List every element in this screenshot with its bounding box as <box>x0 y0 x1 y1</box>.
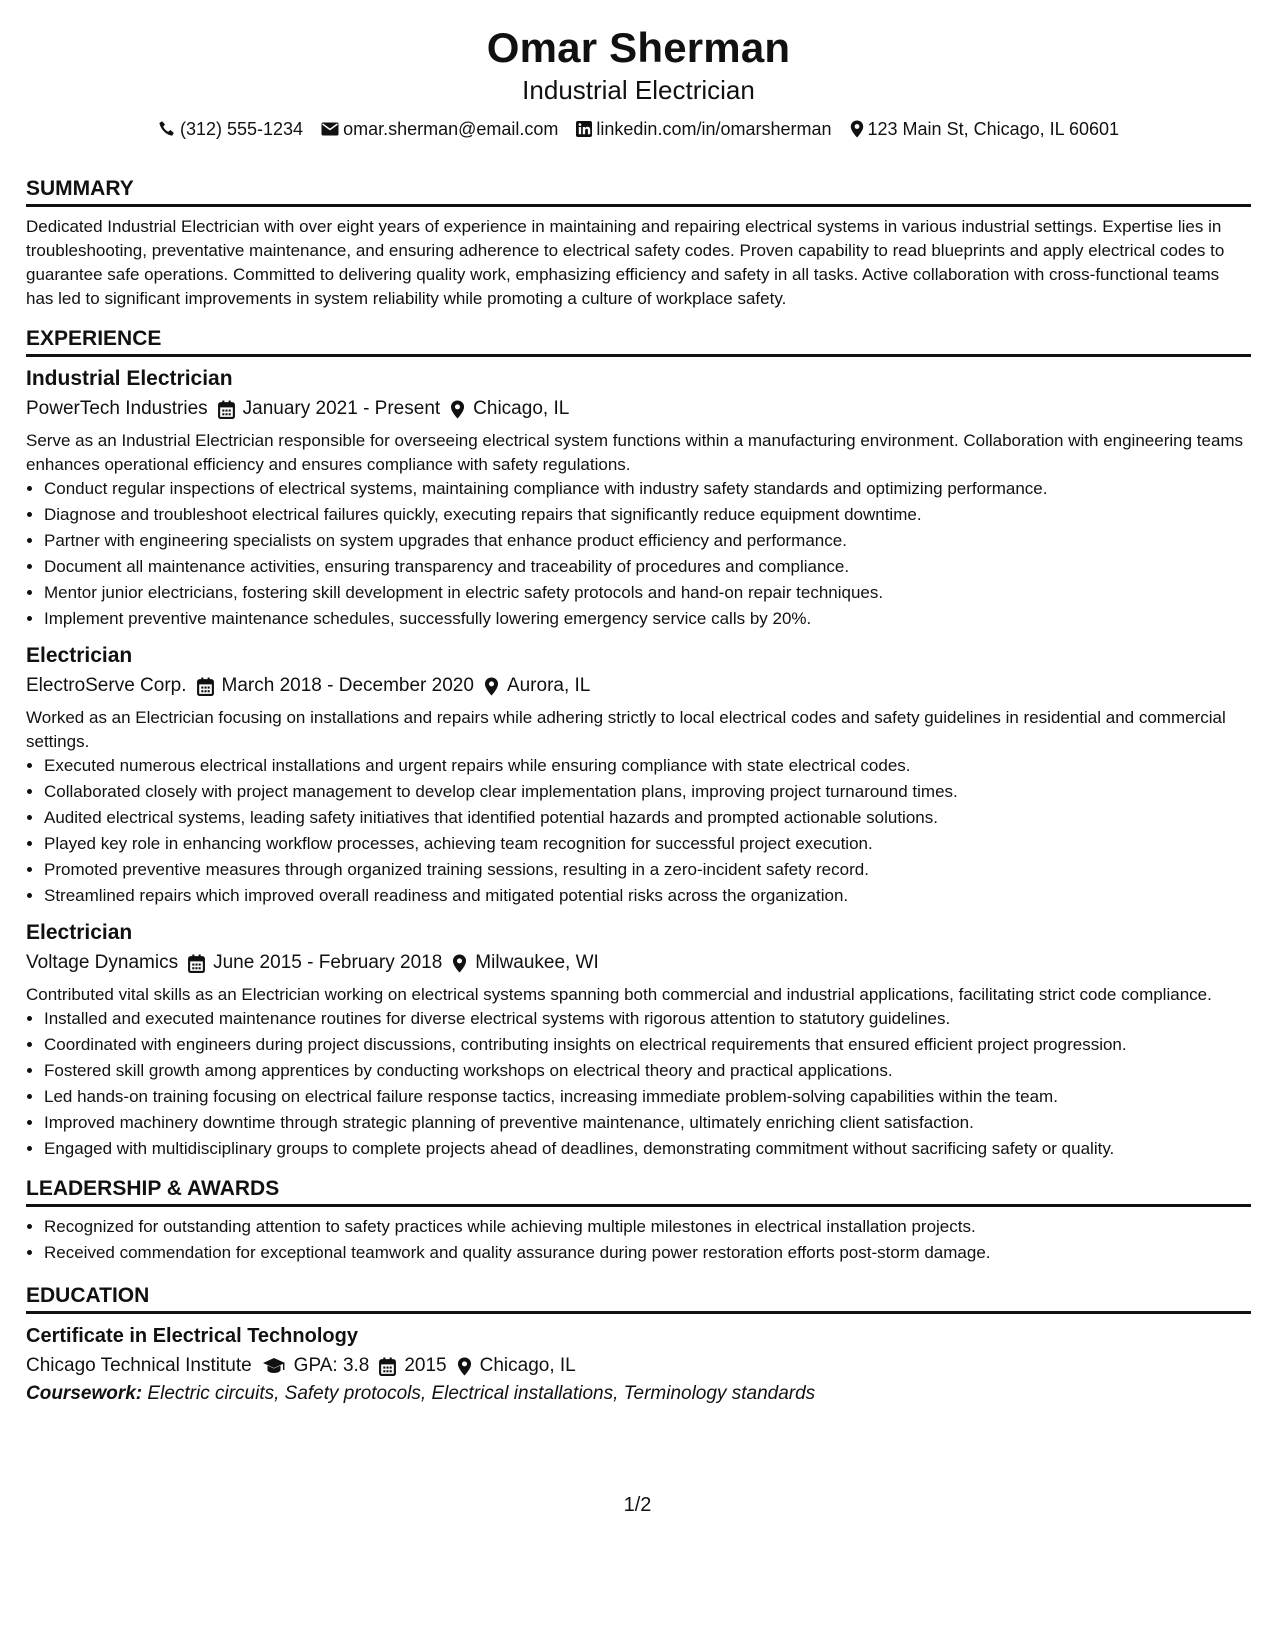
linkedin-link[interactable]: linkedin.com/in/omarsherman <box>596 119 832 139</box>
job-meta <box>26 949 1251 977</box>
education-meta <box>26 1352 1251 1380</box>
list-item: • Collaborated closely with project management to develop clear implementation plans, improving project turnaround times. <box>44 780 1251 804</box>
map-pin-icon <box>484 677 499 696</box>
education-year-text: 2015 <box>404 1355 447 1376</box>
resume-page <box>26 22 1251 1408</box>
contact-bar <box>26 117 1251 141</box>
calendar-icon <box>379 1357 396 1376</box>
job-location <box>450 395 569 423</box>
map-pin-icon <box>450 400 465 419</box>
list-item: • Played key role in enhancing workflow processes, achieving team recognition for successful project execution. <box>44 832 1251 856</box>
education-section <box>26 1281 1251 1408</box>
job-location <box>484 672 590 700</box>
job-description: Worked as an Electrician focusing on installations and repairs while adhering strictly to local electrical codes and safety guidelines in residential and commercial settings. <box>26 708 1226 751</box>
job-dates-text: January 2021 - Present <box>242 398 441 419</box>
list-item: • Fostered skill growth among apprentices by conducting workshops on electrical theory and practical applications. <box>44 1059 1251 1083</box>
list-item: • Received commendation for exceptional teamwork and quality assurance during power restoration efforts post-storm damage. <box>44 1241 1251 1265</box>
list-item: • Document all maintenance activities, ensuring transparency and traceability of procedures and compliance. <box>44 555 1251 579</box>
email-link[interactable]: omar.sherman@email.com <box>343 119 559 139</box>
job-title: Electrician <box>26 644 133 667</box>
job-company: ElectroServe Corp. <box>26 675 187 696</box>
coursework-text: Electric circuits, Safety protocols, Electrical installations, Terminology standards <box>147 1383 816 1404</box>
leadership-section <box>26 1174 1251 1265</box>
job-description: Contributed vital skills as an Electrician working on electrical systems spanning both commercial and industrial applications, facilitating strict code compliance. <box>26 985 1212 1004</box>
job-location-text: Milwaukee, WI <box>475 952 599 973</box>
list-item: • Coordinated with engineers during project discussions, contributing insights on electrical requirements that ensured efficient project progression. <box>44 1033 1251 1057</box>
education-location-text: Chicago, IL <box>479 1355 576 1376</box>
contact-phone <box>158 117 303 141</box>
section-title-experience: EXPERIENCE <box>26 324 1251 357</box>
list-item: • Recognized for outstanding attention to safety practices while achieving multiple milestones in electrical installation projects. <box>44 1215 1251 1239</box>
contact-email[interactable] <box>321 117 558 141</box>
education-year <box>379 1352 446 1380</box>
job-description: Serve as an Industrial Electrician responsible for overseeing electrical system functions within a manufacturing environment. Collaboration with engineering teams enhances operational efficiency and ensures compliance with safety regulations. <box>26 431 1244 474</box>
experience-section <box>26 324 1251 1161</box>
job-entry <box>26 640 1251 908</box>
address-text: 123 Main St, Chicago, IL 60601 <box>867 119 1120 139</box>
job-dates <box>197 672 474 700</box>
job-entry <box>26 917 1251 1161</box>
job-company: Voltage Dynamics <box>26 952 179 973</box>
gpa-text: GPA: 3.8 <box>293 1355 370 1376</box>
list-item: • Audited electrical systems, leading safety initiatives that identified potential hazards and prompted actionable solutions. <box>44 806 1251 830</box>
list-item: • Conduct regular inspections of electrical systems, maintaining compliance with industry safety standards and optimizing performance. <box>44 477 1251 501</box>
page-number: 1/2 <box>623 1494 652 1516</box>
list-item: • Diagnose and troubleshoot electrical failures quickly, executing repairs that significantly reduce equipment downtime. <box>44 503 1251 527</box>
job-bullets <box>26 754 1251 908</box>
job-location-text: Aurora, IL <box>506 675 591 696</box>
linkedin-icon <box>576 121 592 137</box>
list-item: • Streamlined repairs which improved overall readiness and mitigated potential risks across the organization. <box>44 884 1251 908</box>
job-dates-text: March 2018 - December 2020 <box>221 675 474 696</box>
education-location <box>457 1352 576 1380</box>
calendar-icon <box>197 677 214 696</box>
job-dates <box>218 395 441 423</box>
summary-text: Dedicated Industrial Electrician with over eight years of experience in maintaining and repairing electrical systems in various industrial settings. Expertise lies in troubleshooting, preventative maintenance, and ensuring adherence to electrical safety codes. Proven capability to read blueprints and apply electrical codes to guarantee safe operations. Committed to delivering quality work, emphasizing efficiency and safety in all tasks. Active collaboration with cross-functional teams has led to significant improvements in system reliability while promoting a culture of workplace safety. <box>26 217 1225 308</box>
section-title-summary: SUMMARY <box>26 174 1251 207</box>
list-item: • Promoted preventive measures through organized training sessions, resulting in a zero-incident safety record. <box>44 858 1251 882</box>
degree-title: Certificate in Electrical Technology <box>26 1325 358 1347</box>
calendar-icon <box>188 954 205 973</box>
list-item: • Partner with engineering specialists on system upgrades that enhance product efficiency and performance. <box>44 529 1251 553</box>
map-pin-icon <box>850 120 864 138</box>
list-item: • Implement preventive maintenance schedules, successfully lowering emergency service calls by 20%. <box>44 607 1251 631</box>
list-item: • Engaged with multidisciplinary groups to complete projects ahead of deadlines, demonstrating commitment without sacrificing safety or quality. <box>44 1137 1251 1161</box>
map-pin-icon <box>452 954 467 973</box>
candidate-role: Industrial Electrician <box>522 75 755 105</box>
envelope-icon <box>321 122 339 136</box>
list-item: • Executed numerous electrical installations and urgent repairs while ensuring compliance with state electrical codes. <box>44 754 1251 778</box>
list-item: • Led hands-on training focusing on electrical failure response tactics, increasing immediate problem-solving capabilities within the team. <box>44 1085 1251 1109</box>
list-item: • Mentor junior electricians, fostering skill development in electric safety protocols and hand-on repair techniques. <box>44 581 1251 605</box>
list-item: • Installed and executed maintenance routines for diverse electrical systems with rigorous attention to statutory guidelines. <box>44 1007 1251 1031</box>
section-title-education: EDUCATION <box>26 1281 1251 1314</box>
phone-icon <box>158 120 176 138</box>
job-dates-text: June 2015 - February 2018 <box>213 952 443 973</box>
graduation-cap-icon <box>262 1357 286 1375</box>
job-entry <box>26 363 1251 631</box>
job-location-text: Chicago, IL <box>473 398 570 419</box>
section-title-leadership: LEADERSHIP & AWARDS <box>26 1174 1251 1207</box>
contact-address <box>850 117 1120 141</box>
job-meta <box>26 395 1251 423</box>
list-item: • Improved machinery downtime through strategic planning of preventive maintenance, ultimately enriching client satisfaction. <box>44 1111 1251 1135</box>
job-title: Electrician <box>26 921 133 944</box>
job-bullets <box>26 477 1251 631</box>
calendar-icon <box>218 400 235 419</box>
education-entry <box>26 1320 1251 1408</box>
job-company: PowerTech Industries <box>26 398 208 419</box>
map-pin-icon <box>457 1357 472 1376</box>
school-name: Chicago Technical Institute <box>26 1355 252 1376</box>
resume-header <box>26 22 1251 141</box>
job-bullets <box>26 1007 1251 1161</box>
leadership-bullets <box>26 1215 1251 1265</box>
coursework <box>26 1380 1251 1408</box>
summary-section <box>26 174 1251 311</box>
coursework-label: Coursework: <box>26 1383 143 1404</box>
job-dates <box>188 949 442 977</box>
education-gpa <box>262 1352 370 1380</box>
job-location <box>452 949 599 977</box>
job-title: Industrial Electrician <box>26 367 233 390</box>
contact-linkedin[interactable] <box>576 117 831 141</box>
candidate-name: Omar Sherman <box>486 24 791 71</box>
phone-text: (312) 555-1234 <box>179 119 304 139</box>
job-meta <box>26 672 1251 700</box>
